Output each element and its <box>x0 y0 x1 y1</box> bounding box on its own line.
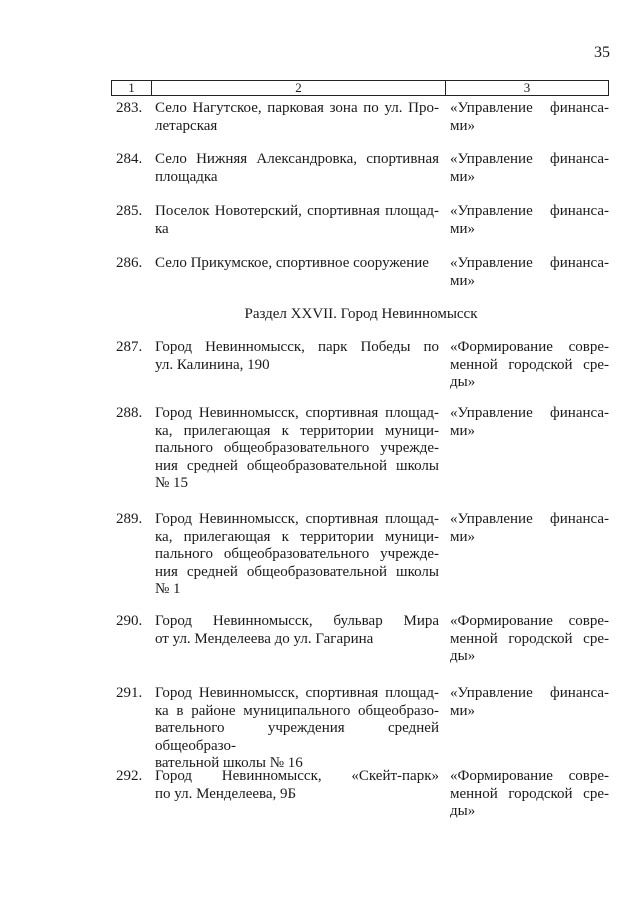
responsible-line: «Управление финанса- <box>450 511 609 527</box>
location-line: Город Невинномысск, «Скейт-парк» <box>155 768 439 784</box>
responsible-line: «Управление финанса- <box>450 151 609 167</box>
responsible-line: «Формирование совре- <box>450 339 609 355</box>
row-location-name <box>155 405 439 493</box>
location-line: Город Невинномысск, спортивная площад- <box>155 511 439 527</box>
location-line: летарская <box>155 117 218 134</box>
table-header <box>111 80 609 96</box>
row-location-name <box>155 768 439 803</box>
row-responsible <box>450 613 609 666</box>
row-responsible <box>450 405 609 440</box>
location-line: Село Прикумское, спортивное сооружение <box>155 255 429 271</box>
row-number: 288. <box>116 405 143 421</box>
responsible-line: ми» <box>450 220 476 237</box>
responsible-line: ми» <box>450 702 476 719</box>
responsible-line: «Управление финанса- <box>450 203 609 219</box>
row-responsible <box>450 511 609 546</box>
location-line: от ул. Менделеева до ул. Гагарина <box>155 630 374 647</box>
section-title: Раздел XXVII. Город Невинномысск <box>244 306 478 322</box>
responsible-line: «Управление финанса- <box>450 100 609 116</box>
location-line: пального общеобразовательного учрежде- <box>155 546 439 562</box>
location-line: Город Невинномысск, парк Победы по <box>155 339 439 355</box>
row-number: 292. <box>116 768 143 784</box>
column-header-1: 1 <box>112 81 152 95</box>
row-number: 285. <box>116 203 143 219</box>
row-responsible <box>450 255 609 290</box>
location-line: ка <box>155 220 169 237</box>
responsible-line: «Управление финанса- <box>450 255 609 271</box>
responsible-line: менной городской сре- <box>450 630 609 647</box>
row-responsible <box>450 100 609 135</box>
responsible-line: ми» <box>450 117 476 134</box>
responsible-line: менной городской сре- <box>450 356 609 373</box>
location-line: Поселок Новотерский, спортивная площад- <box>155 203 439 219</box>
location-line: площадка <box>155 168 218 185</box>
row-number: 291. <box>116 685 143 701</box>
responsible-line: ми» <box>450 168 476 185</box>
location-line: ул. Калинина, 190 <box>155 356 270 373</box>
location-line: ка в районе муниципального общеобразо- <box>155 702 439 719</box>
responsible-line: «Формирование совре- <box>450 613 609 629</box>
responsible-line: «Формирование совре- <box>450 768 609 784</box>
row-responsible <box>450 685 609 720</box>
location-line: Город Невинномысск, спортивная площад- <box>155 405 439 421</box>
responsible-line: «Управление финанса- <box>450 405 609 421</box>
row-location-name <box>155 100 439 135</box>
responsible-line: ды» <box>450 648 476 664</box>
location-line: Город Невинномысск, бульвар Мира <box>155 613 439 629</box>
location-line: по ул. Менделеева, 9Б <box>155 785 297 802</box>
row-location-name <box>155 203 439 238</box>
location-line: ния средней общеобразовательной школы <box>155 457 439 474</box>
responsible-line: ды» <box>450 374 476 390</box>
row-number: 287. <box>116 339 143 355</box>
row-number: 283. <box>116 100 143 116</box>
responsible-line: ми» <box>450 528 476 545</box>
responsible-line: ды» <box>450 803 476 819</box>
location-line: вательного учреждения средней общеобразо- <box>155 720 439 754</box>
row-number: 290. <box>116 613 143 629</box>
column-header-3: 3 <box>523 80 531 95</box>
location-line: пального общеобразовательного учрежде- <box>155 440 439 456</box>
location-line: вательной школы № 16 <box>155 755 303 771</box>
row-location-name <box>155 255 439 273</box>
row-location-name <box>155 613 439 648</box>
row-responsible <box>450 339 609 392</box>
location-line: Село Нижняя Александровка, спортивная <box>155 151 439 167</box>
location-line: ка, прилегающая к территории муници- <box>155 422 439 439</box>
row-location-name <box>155 511 439 599</box>
location-line: Город Невинномысск, спортивная площад- <box>155 685 439 701</box>
row-location-name <box>155 151 439 186</box>
row-responsible <box>450 768 609 821</box>
row-responsible <box>450 151 609 186</box>
location-line: ния средней общеобразовательной школы <box>155 563 439 580</box>
row-location-name <box>155 339 439 374</box>
column-header-2: 2 <box>152 81 446 95</box>
row-number: 286. <box>116 255 143 271</box>
location-line: Село Нагутское, парковая зона по ул. Про- <box>155 100 439 116</box>
row-number: 289. <box>116 511 143 527</box>
row-responsible <box>450 203 609 238</box>
responsible-line: ми» <box>450 272 476 289</box>
responsible-line: ми» <box>450 422 476 439</box>
location-line: № 15 <box>155 475 189 491</box>
row-location-name <box>155 685 439 773</box>
location-line: ка, прилегающая к территории муници- <box>155 528 439 545</box>
page-number: 35 <box>594 44 610 61</box>
location-line: № 1 <box>155 581 181 597</box>
responsible-line: менной городской сре- <box>450 785 609 802</box>
row-number: 284. <box>116 151 143 167</box>
responsible-line: «Управление финанса- <box>450 685 609 701</box>
